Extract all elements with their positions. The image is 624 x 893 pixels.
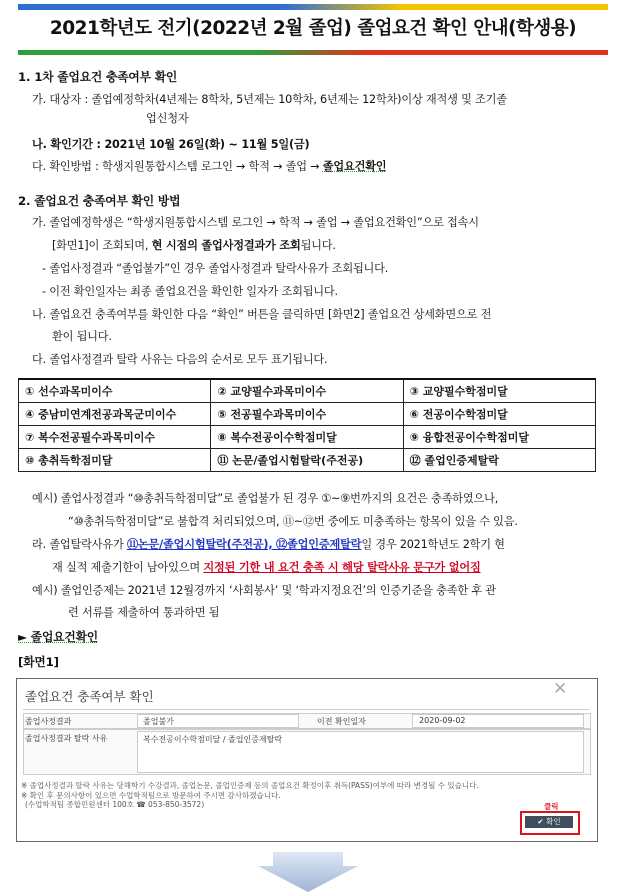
s2-a-line1: 가. 졸업예정학생은 “학생지원통합시스템 로그인 → 학적 → 졸업 → 졸업요건확인”으로 접속시 xyxy=(32,216,479,229)
divider xyxy=(23,709,589,710)
s2-c-line: 다. 졸업사정결과 탈락 사유는 다음의 순서로 모두 표기됩니다. xyxy=(32,353,328,366)
reason-cell: ⑧ 복수전공이수학점미달 xyxy=(211,426,403,449)
dialog-title: 졸업요건 충족여부 확인 xyxy=(25,689,154,704)
reason-cell: ⑤ 전공필수과목미이수 xyxy=(211,403,403,426)
table-row xyxy=(19,449,596,472)
example2-line1: 예시) 졸업인증제는 2021년 12월경까지 ‘사회봉사’ 및 ‘학과지정요건’의 인증기준을 충족한 후 관 xyxy=(32,584,496,597)
example1-line2: “⑩총취득학점미달”로 불합격 처리되었으며, ⑪~⑫번 중에도 미충족하는 항목이 있을 수 있음. xyxy=(68,515,518,528)
top-color-bar xyxy=(18,4,608,10)
ra-line2: 재 실적 제출기한이 남아있으며 지정된 기한 내 요건 충족 시 해당 탈락사유 문구가 없어짐 xyxy=(52,561,481,574)
confirm-button-highlight xyxy=(520,811,580,835)
note3: (수업학적팀 종합민원센터 100호 ☎ 053-850-3572) xyxy=(25,800,205,809)
reason-label: 졸업사정결과 탈락 사유 xyxy=(25,734,108,743)
example1-line1: 예시) 졸업사정결과 “⑩총취득학점미달”로 졸업불가 된 경우 ①~⑨번까지의 요건은 충족하였으나, xyxy=(32,492,499,505)
page-title: 2021학년도 전기(2022년 2월 졸업) 졸업요건 확인 안내(학생용) xyxy=(49,18,577,39)
reason-value: 복수전공이수학점미달 / 졸업인증제탈락 xyxy=(143,735,283,744)
method-line: 다. 확인방법 : 학생지원통합시스템 로그인 → 학적 → 졸업 → 졸업요건확인 xyxy=(32,160,387,173)
s2-dash2: - 이전 확인일자는 최종 졸업요건을 확인한 일자가 조회됩니다. xyxy=(42,285,338,298)
target-line2: 업신청자 xyxy=(146,112,189,125)
table-row xyxy=(19,403,596,426)
grad-check-heading: ► 졸업요건확인 xyxy=(18,630,98,644)
s2-b-line2: 환이 됩니다. xyxy=(52,330,112,343)
result-value: 졸업불가 xyxy=(143,717,174,726)
fail-reason-table xyxy=(18,378,596,472)
reason-cell: ⑩ 총취득학점미달 xyxy=(19,449,211,472)
period-line: 나. 확인기간 : 2021년 10월 26일(화) ~ 11월 5일(금) xyxy=(32,138,310,151)
click-label: 클릭 xyxy=(544,802,559,811)
prev-date-label: 이전 확인일자 xyxy=(317,717,366,726)
prev-date-value: 2020-09-02 xyxy=(419,716,466,725)
reason-cell: ① 선수과목미이수 xyxy=(19,379,211,403)
bottom-color-bar xyxy=(18,50,608,55)
table-row xyxy=(19,426,596,449)
ra-line1: 라. 졸업탈락사유가 ⑪논문/졸업시험탈락(주전공), ⑫졸업인증제탈락일 경우 2021학년도 2학기 현 xyxy=(32,538,505,551)
grad-check-link-text: 졸업요건확인 xyxy=(322,160,387,173)
s2-b-line1: 나. 졸업요건 충족여부를 확인한 다음 “확인” 버튼을 클릭하면 [화면2] 졸업요건 상세화면으로 전 xyxy=(32,308,492,321)
note2: ※ 확인 후 문의사항이 있으면 수업학적팀으로 방문하여 주시면 감사하겠습니다. xyxy=(21,791,281,800)
reason-cell: ④ 중남미연계전공과목군미이수 xyxy=(19,403,211,426)
section1-heading: 1. 1차 졸업요건 충족여부 확인 xyxy=(18,70,178,84)
reason-cell: ⑦ 복수전공필수과목미이수 xyxy=(19,426,211,449)
result-label: 졸업사정결과 xyxy=(25,717,72,726)
screen1-label: [화면1] xyxy=(18,655,59,669)
reason-cell: ⑫ 졸업인증제탈락 xyxy=(403,449,595,472)
confirm-button[interactable]: ✔ 확인 xyxy=(525,816,573,828)
s2-dash1: - 졸업사정결과 “졸업불가”인 경우 졸업사정결과 탈락사유가 조회됩니다. xyxy=(42,262,389,275)
s2-a-line2: [화면1]이 조회되며, 현 시점의 졸업사정결과가 조회됩니다. xyxy=(52,239,336,252)
note1: ※ 졸업사정결과 탈락 사유는 당해학기 수강결과, 졸업논문, 졸업인증제 등의 졸업요건 확정이후 취득(PASS)여부에 따라 변경될 수 있습니다. xyxy=(21,781,479,790)
example2-line2: 련 서류를 제출하여 통과하면 됨 xyxy=(68,606,220,619)
reason-cell: ⑪ 논문/졸업시험탈락(주전공) xyxy=(211,449,403,472)
down-arrow-icon xyxy=(258,852,358,892)
target-line1: 가. 대상자 : 졸업예정학차(4년제는 8학차, 5년제는 10학차, 6년제는 12학차)이상 재적생 및 조기졸 xyxy=(32,93,507,106)
screen1-screenshot xyxy=(16,678,598,842)
section2-heading: 2. 졸업요건 충족여부 확인 방법 xyxy=(18,194,181,208)
reason-cell: ③ 교양필수학점미달 xyxy=(403,379,595,403)
reason-cell: ② 교양필수과목미이수 xyxy=(211,379,403,403)
table-row xyxy=(19,379,596,403)
reason-cell: ⑥ 전공이수학점미달 xyxy=(403,403,595,426)
reason-cell: ⑨ 융합전공이수학점미달 xyxy=(403,426,595,449)
close-icon[interactable]: ✕ xyxy=(553,679,568,699)
